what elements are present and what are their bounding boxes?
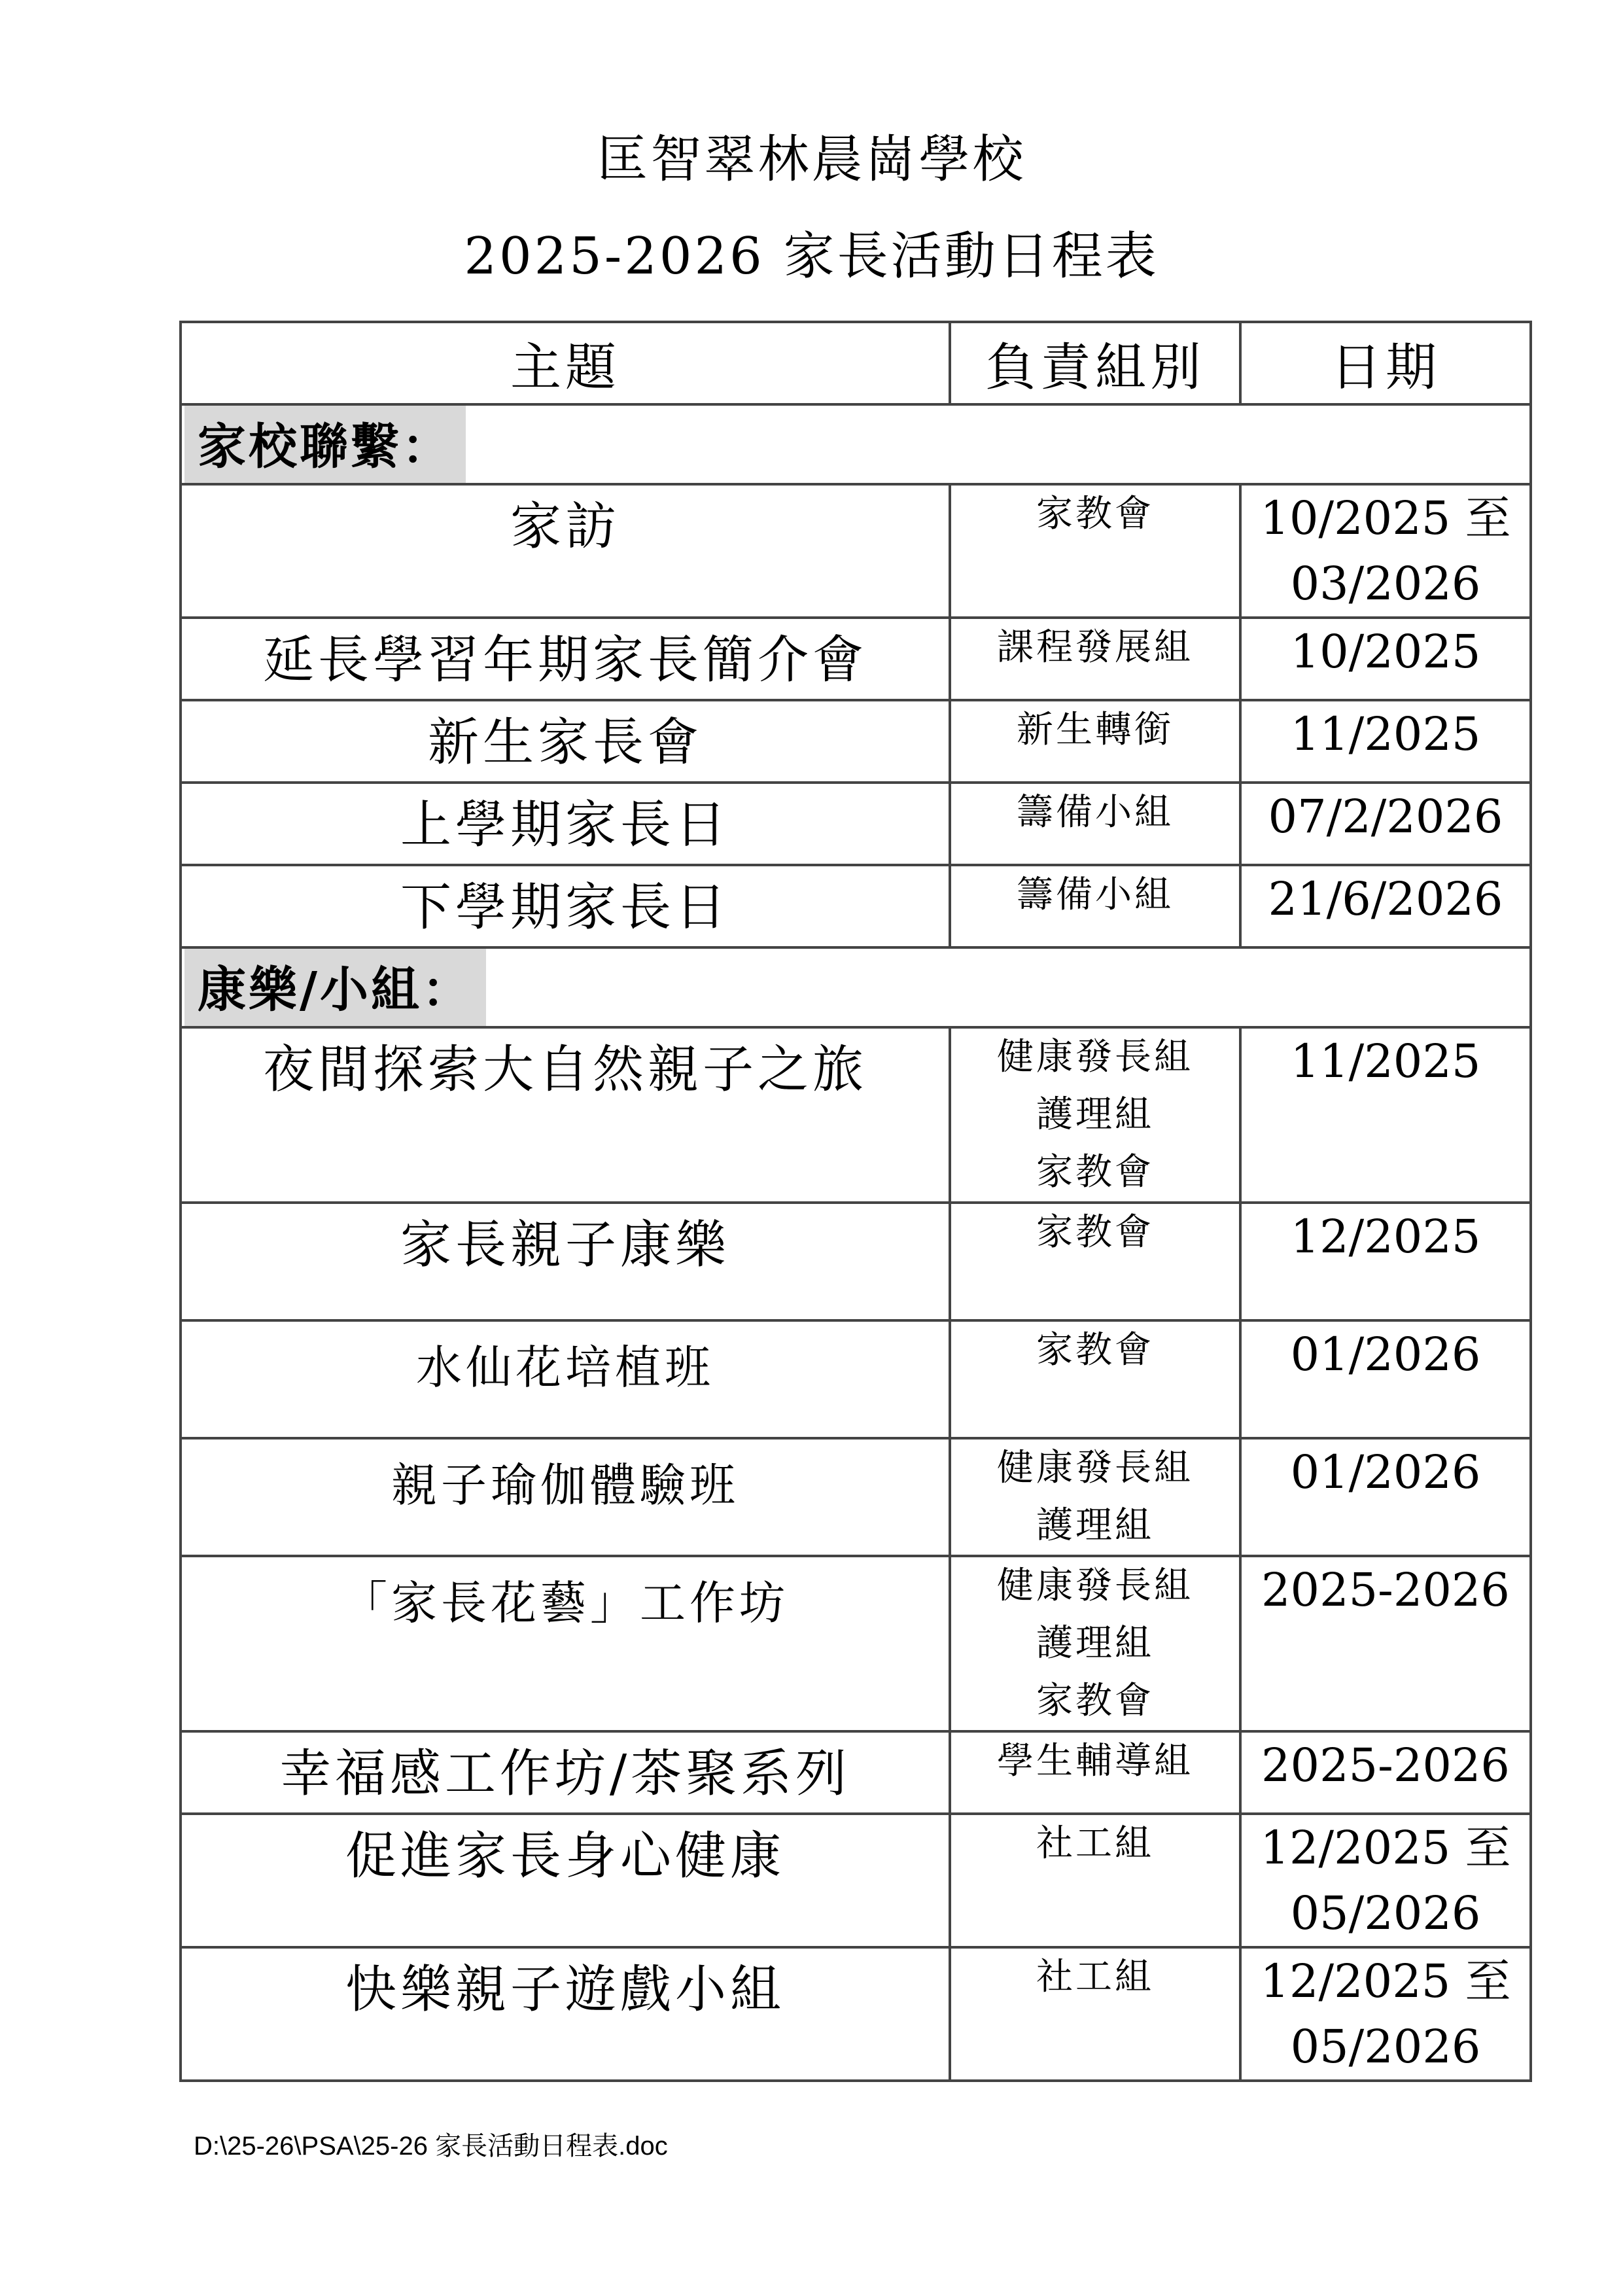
section-label-home-school: 家校聯繫： <box>184 406 466 483</box>
topic-cell: 快樂親子遊戲小組 <box>181 1947 950 2081</box>
topic-cell: 水仙花培植班 <box>181 1320 950 1438</box>
date-cell <box>1240 1814 1531 1947</box>
table-row <box>181 1027 1531 1203</box>
topic-cell: 家長親子康樂 <box>181 1203 950 1320</box>
topic-cell: 新生家長會 <box>181 700 950 783</box>
table-row <box>181 865 1531 947</box>
date-cell <box>1240 865 1531 947</box>
group-name: 護理組 <box>1036 1093 1154 1136</box>
topic-cell: 下學期家長日 <box>181 865 950 947</box>
column-header-topic: 主題 <box>181 322 950 404</box>
date-line: 03/2026 <box>1290 557 1481 610</box>
date-line: 10/2025 至 <box>1260 491 1511 545</box>
column-header-group: 負責組別 <box>950 322 1240 404</box>
table-row <box>181 1320 1531 1438</box>
table-row <box>181 1203 1531 1320</box>
date-line: 07/2/2026 <box>1268 790 1503 843</box>
date-line: 2025-2026 <box>1261 1739 1510 1792</box>
group-name: 籌備小組 <box>1017 874 1174 916</box>
group-name: 健康發長組 <box>997 1447 1193 1489</box>
date-cell <box>1240 1556 1531 1731</box>
date-line: 10/2025 <box>1290 625 1481 679</box>
table-row <box>181 1947 1531 2081</box>
group-cell <box>950 783 1240 865</box>
date-line: 05/2026 <box>1290 1886 1481 1940</box>
date-cell <box>1240 1947 1531 2081</box>
group-name: 家教會 <box>1036 493 1154 535</box>
group-cell <box>950 1947 1240 2081</box>
group-name: 學生輔導組 <box>997 1740 1193 1782</box>
group-name: 社工組 <box>1036 1956 1154 1998</box>
table-row <box>181 1556 1531 1731</box>
date-cell <box>1240 1320 1531 1438</box>
group-cell <box>950 700 1240 783</box>
date-cell <box>1240 618 1531 700</box>
group-cell <box>950 1731 1240 1814</box>
table-row <box>181 1814 1531 1947</box>
date-line: 21/6/2026 <box>1268 872 1503 926</box>
date-cell <box>1240 1027 1531 1203</box>
school-name: 匡智翠林晨崗學校 <box>597 130 1026 189</box>
topic-cell: 家訪 <box>181 484 950 618</box>
topic-cell: 「家長花藝」工作坊 <box>181 1556 950 1731</box>
group-name: 護理組 <box>1036 1504 1154 1547</box>
group-name: 社工組 <box>1036 1822 1154 1865</box>
section-row <box>181 947 1531 1027</box>
group-name: 護理組 <box>1036 1622 1154 1665</box>
date-cell <box>1240 700 1531 783</box>
topic-cell: 促進家長身心健康 <box>181 1814 950 1947</box>
group-name: 健康發長組 <box>997 1564 1193 1607</box>
date-line: 11/2025 <box>1290 1034 1481 1088</box>
group-name: 家教會 <box>1036 1151 1154 1193</box>
table-row <box>181 700 1531 783</box>
date-line: 12/2025 至 <box>1260 1821 1511 1875</box>
table-header-row <box>181 322 1531 404</box>
date-cell <box>1240 484 1531 618</box>
table-row <box>181 1438 1531 1556</box>
table-row <box>181 783 1531 865</box>
group-name: 家教會 <box>1036 1680 1154 1722</box>
group-cell <box>950 1027 1240 1203</box>
date-line: 12/2025 至 <box>1260 1954 1511 2008</box>
topic-cell: 延長學習年期家長簡介會 <box>181 618 950 700</box>
date-cell <box>1240 1203 1531 1320</box>
date-line: 12/2025 <box>1290 1210 1481 1263</box>
date-line: 11/2025 <box>1290 707 1481 761</box>
schedule-table <box>179 321 1532 2082</box>
group-cell <box>950 618 1240 700</box>
group-cell <box>950 1320 1240 1438</box>
date-cell <box>1240 783 1531 865</box>
group-name: 新生轉銜 <box>1017 709 1174 751</box>
group-cell <box>950 1556 1240 1731</box>
topic-cell: 幸福感工作坊/茶聚系列 <box>181 1731 950 1814</box>
topic-cell: 親子瑜伽體驗班 <box>181 1438 950 1556</box>
date-cell <box>1240 1438 1531 1556</box>
group-cell <box>950 1438 1240 1556</box>
table-row <box>181 484 1531 618</box>
date-line: 05/2026 <box>1290 2020 1481 2074</box>
group-name: 籌備小組 <box>1017 791 1174 834</box>
table-row <box>181 1731 1531 1814</box>
section-row <box>181 404 1531 484</box>
group-cell <box>950 1203 1240 1320</box>
topic-cell: 夜間探索大自然親子之旅 <box>181 1027 950 1203</box>
group-cell <box>950 484 1240 618</box>
section-label-recreation-groups: 康樂/小組： <box>184 949 486 1026</box>
document-title <box>0 111 1623 305</box>
date-cell <box>1240 1731 1531 1814</box>
group-cell <box>950 865 1240 947</box>
group-name: 家教會 <box>1036 1329 1154 1371</box>
column-header-date: 日期 <box>1240 322 1531 404</box>
group-name: 健康發長組 <box>997 1036 1193 1078</box>
date-line: 01/2026 <box>1290 1445 1481 1499</box>
date-line: 2025-2026 <box>1261 1563 1510 1617</box>
schedule-title: 2025-2026 家長活動日程表 <box>464 227 1159 286</box>
footer-file-path: D:\25-26\PSA\25-26 家長活動日程表.doc <box>194 2132 668 2161</box>
group-name: 課程發展組 <box>997 626 1193 669</box>
date-line: 01/2026 <box>1290 1328 1481 1381</box>
group-name: 家教會 <box>1036 1211 1154 1254</box>
topic-cell: 上學期家長日 <box>181 783 950 865</box>
group-cell <box>950 1814 1240 1947</box>
table-row <box>181 618 1531 700</box>
